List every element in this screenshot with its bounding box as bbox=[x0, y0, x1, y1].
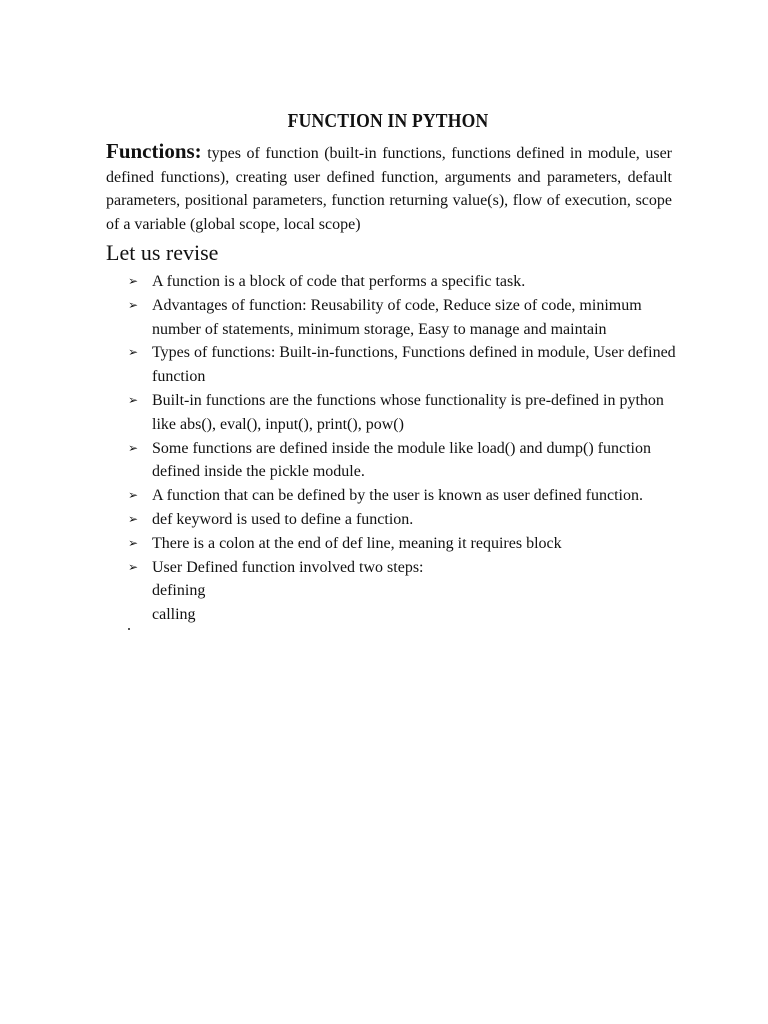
arrow-bullet-icon: ➢ bbox=[128, 488, 139, 503]
sub-item-defining: defining bbox=[152, 582, 206, 600]
list-item bbox=[128, 389, 688, 437]
sub-item-calling: calling bbox=[152, 606, 196, 624]
list-item-text: Types of functions: Built-in-functions, Functions defined in module, User defined function bbox=[152, 344, 676, 386]
list-item bbox=[128, 270, 688, 294]
list-item bbox=[128, 532, 688, 556]
revise-bullet-list bbox=[128, 270, 688, 627]
list-item-text: There is a colon at the end of def line, meaning it requires block bbox=[152, 534, 562, 552]
list-item-text: User Defined function involved two steps: bbox=[152, 558, 424, 576]
list-item bbox=[128, 556, 688, 627]
document-title: FUNCTION IN PYTHON bbox=[287, 110, 489, 132]
list-item-text: Advantages of function: Reusability of code, Reduce size of code, minimum number of statements, minimum storage, Easy to manage and maintain bbox=[152, 296, 642, 338]
arrow-bullet-icon: ➢ bbox=[128, 345, 139, 360]
list-item-text: A function that can be defined by the user is known as user defined function. bbox=[152, 487, 643, 505]
list-item bbox=[128, 341, 688, 389]
section-heading-revise: Let us revise bbox=[106, 240, 219, 265]
stray-mark bbox=[128, 628, 130, 630]
arrow-bullet-icon: ➢ bbox=[128, 274, 139, 288]
arrow-bullet-icon: ➢ bbox=[128, 297, 139, 312]
intro-lead: Functions: bbox=[106, 139, 202, 163]
list-item bbox=[128, 484, 688, 508]
list-item bbox=[128, 294, 688, 342]
arrow-bullet-icon: ➢ bbox=[128, 535, 139, 550]
list-item-text: A function is a block of code that performs a specific task. bbox=[152, 273, 526, 290]
list-item bbox=[128, 508, 688, 532]
intro-paragraph bbox=[106, 140, 672, 236]
list-item-text: Some functions are defined inside the module like load() and dump() function defined inside the pickle module. bbox=[152, 439, 651, 481]
list-item bbox=[128, 437, 688, 485]
arrow-bullet-icon: ➢ bbox=[128, 440, 139, 455]
list-item-text: def keyword is used to define a function. bbox=[152, 510, 414, 528]
arrow-bullet-icon: ➢ bbox=[128, 559, 139, 574]
arrow-bullet-icon: ➢ bbox=[128, 392, 139, 407]
intro-text: types of function (built-in functions, functions defined in module, user defined functions), creating user defined function, arguments and parameters, default parameters, positional parameters, function returning value(s), flow of execution, scope of a variable (global scope, local scope) bbox=[106, 145, 672, 233]
list-item-text: Built-in functions are the functions whose functionality is pre-defined in python like abs(), eval(), input(), print(), pow() bbox=[152, 391, 664, 433]
arrow-bullet-icon: ➢ bbox=[128, 511, 139, 526]
